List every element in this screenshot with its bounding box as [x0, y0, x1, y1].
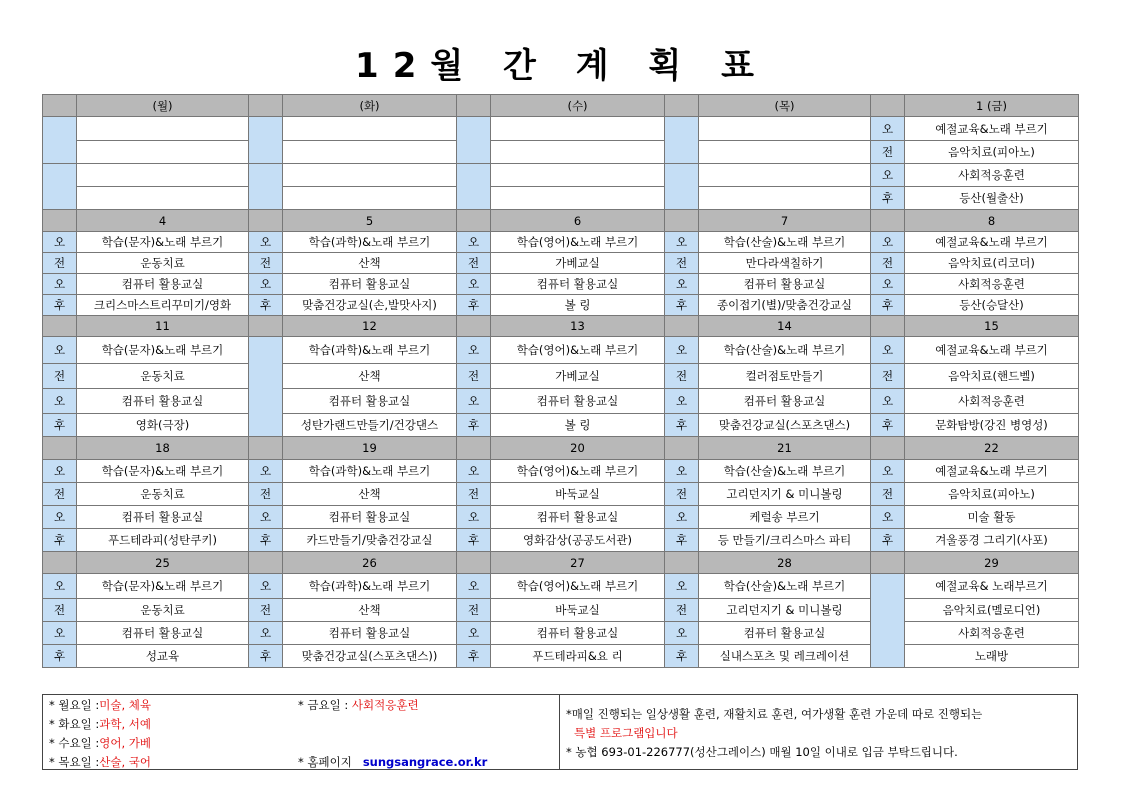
time-label: 오 [871, 232, 905, 253]
time-label: 후 [43, 645, 77, 668]
activity-cell: 학습(과학)&노래 부르기 [283, 232, 457, 253]
time-label: 오 [43, 460, 77, 483]
empty-cell [283, 141, 457, 164]
time-label: 오 [871, 337, 905, 364]
date-header: 12 [283, 316, 457, 337]
activity-cell: 예절교육&노래 부르기 [905, 232, 1079, 253]
activity-cell: 예절교육&노래 부르기 [905, 337, 1079, 364]
time-label: 오 [457, 337, 491, 364]
activity-cell: 학습(산술)&노래 부르기 [699, 460, 871, 483]
header-spacer [43, 95, 77, 117]
time-label: 후 [457, 414, 491, 437]
time-label: 오 [249, 574, 283, 599]
activity-cell: 음악치료(멜로디언) [905, 599, 1079, 622]
time-label: 오 [43, 622, 77, 645]
activity-cell: 컴퓨터 활용교실 [699, 274, 871, 295]
empty-cell [77, 117, 249, 141]
label-blank [871, 574, 905, 668]
activity-cell: 컴퓨터 활용교실 [491, 506, 665, 529]
activity-cell: 볼 링 [491, 295, 665, 316]
time-label: 후 [249, 645, 283, 668]
time-label: 후 [871, 187, 905, 210]
label-blank [43, 164, 77, 210]
date-spacer [249, 437, 283, 460]
empty-cell [699, 117, 871, 141]
time-label: 후 [871, 295, 905, 316]
activity-cell: 컴퓨터 활용교실 [283, 389, 457, 414]
time-label: 전 [457, 364, 491, 389]
activity-cell: 산책 [283, 483, 457, 506]
footer-notes [42, 694, 1078, 770]
activity-cell: 성탄가랜드만들기/건강댄스 [283, 414, 457, 437]
activity-cell: 컬러점토만들기 [699, 364, 871, 389]
activity-cell: 케럴송 부르기 [699, 506, 871, 529]
activity-cell: 컴퓨터 활용교실 [699, 389, 871, 414]
activity-cell: 예절교육& 노래부르기 [905, 574, 1079, 599]
activity-cell: 음악치료(피아노) [905, 483, 1079, 506]
time-label: 오 [665, 274, 699, 295]
date-spacer [457, 210, 491, 232]
activity-cell: 컴퓨터 활용교실 [283, 622, 457, 645]
time-label: 오 [43, 232, 77, 253]
label-blank [249, 117, 283, 164]
activity-cell: 컴퓨터 활용교실 [491, 622, 665, 645]
time-label: 후 [457, 295, 491, 316]
time-label: 전 [457, 253, 491, 274]
time-label: 전 [665, 483, 699, 506]
time-label: 후 [457, 645, 491, 668]
time-label: 오 [249, 506, 283, 529]
homepage-link[interactable]: sungsangrace.or.kr [362, 755, 488, 769]
time-label: 오 [665, 460, 699, 483]
time-label: 전 [457, 599, 491, 622]
footer-note-1: *매일 진행되는 일상생활 훈련, 재활치료 훈련, 여가생활 훈련 가운데 따로 진행되는 [566, 707, 983, 721]
label-blank [43, 117, 77, 164]
activity-cell: 등 만들기/크리스마스 파티 [699, 529, 871, 552]
date-spacer [43, 210, 77, 232]
time-label: 전 [249, 483, 283, 506]
activity-cell: 등산(월출산) [905, 187, 1079, 210]
date-header: 19 [283, 437, 457, 460]
activity-cell: 맞춤건강교실(손,발맛사지) [283, 295, 457, 316]
empty-cell [283, 187, 457, 210]
weekday-header: (목) [699, 95, 871, 117]
time-label: 전 [43, 253, 77, 274]
weekday-header: 1 (금) [905, 95, 1079, 117]
empty-cell [77, 187, 249, 210]
activity-cell: 고리던지기 & 미니볼링 [699, 483, 871, 506]
activity-cell: 학습(영어)&노래 부르기 [491, 460, 665, 483]
date-spacer [249, 552, 283, 574]
activity-cell: 사회적응훈련 [905, 389, 1079, 414]
time-label: 전 [457, 483, 491, 506]
time-label: 오 [457, 460, 491, 483]
label-blank [665, 164, 699, 210]
activity-cell: 컴퓨터 활용교실 [283, 274, 457, 295]
activity-cell: 맞춤건강교실(스포츠댄스) [699, 414, 871, 437]
time-label: 오 [665, 232, 699, 253]
date-header: 8 [905, 210, 1079, 232]
time-label: 오 [43, 389, 77, 414]
activity-cell: 종이접기(별)/맞춤건강교실 [699, 295, 871, 316]
time-label: 전 [43, 364, 77, 389]
activity-cell: 음악치료(리코더) [905, 253, 1079, 274]
activity-cell: 학습(문자)&노래 부르기 [77, 232, 249, 253]
date-header: 4 [77, 210, 249, 232]
time-label: 후 [457, 529, 491, 552]
time-label: 오 [665, 506, 699, 529]
date-spacer [871, 316, 905, 337]
time-label: 전 [665, 599, 699, 622]
activity-cell: 등산(승달산) [905, 295, 1079, 316]
activity-cell: 가베교실 [491, 364, 665, 389]
footer-thursday: * 목요일 :산술, 국어 [49, 755, 152, 769]
date-spacer [457, 437, 491, 460]
footer-monday: * 월요일 :미술, 체육 [49, 698, 152, 712]
time-label: 전 [871, 253, 905, 274]
weekday-header: (화) [283, 95, 457, 117]
time-label: 오 [249, 460, 283, 483]
footer-homepage: * 홈페이지 sungsangrace.or.kr [298, 755, 488, 769]
time-label: 오 [249, 622, 283, 645]
time-label: 오 [871, 460, 905, 483]
time-label: 오 [43, 274, 77, 295]
time-label: 오 [665, 337, 699, 364]
date-header: 11 [77, 316, 249, 337]
time-label: 오 [457, 389, 491, 414]
footer-note-2: 특별 프로그램입니다 [574, 726, 678, 740]
date-header: 29 [905, 552, 1079, 574]
activity-cell: 음악치료(핸드벨) [905, 364, 1079, 389]
activity-cell: 학습(과학)&노래 부르기 [283, 574, 457, 599]
activity-cell: 컴퓨터 활용교실 [283, 506, 457, 529]
date-header: 26 [283, 552, 457, 574]
date-spacer [665, 316, 699, 337]
date-header: 20 [491, 437, 665, 460]
date-spacer [43, 437, 77, 460]
activity-cell: 크리스마스트리꾸미기/영화 [77, 295, 249, 316]
date-spacer [249, 210, 283, 232]
time-label: 오 [665, 574, 699, 599]
time-label: 오 [665, 389, 699, 414]
activity-cell: 맞춤건강교실(스포츠댄스)) [283, 645, 457, 668]
time-label: 오 [871, 117, 905, 141]
activity-cell: 음악치료(피아노) [905, 141, 1079, 164]
schedule-table [42, 94, 1079, 668]
empty-cell [491, 164, 665, 187]
date-header: 28 [699, 552, 871, 574]
footer-tuesday: * 화요일 :과학, 서예 [49, 717, 152, 731]
time-label: 오 [871, 389, 905, 414]
activity-cell: 학습(산술)&노래 부르기 [699, 337, 871, 364]
activity-cell: 예절교육&노래 부르기 [905, 460, 1079, 483]
empty-cell [283, 164, 457, 187]
activity-cell: 컴퓨터 활용교실 [77, 274, 249, 295]
label-blank [457, 164, 491, 210]
label-blank [249, 164, 283, 210]
time-label: 전 [43, 599, 77, 622]
empty-cell [491, 117, 665, 141]
activity-cell: 학습(영어)&노래 부르기 [491, 232, 665, 253]
time-label: 오 [457, 232, 491, 253]
footer-wednesday: * 수요일 :영어, 가베 [49, 736, 152, 750]
activity-cell: 고리던지기 & 미니볼링 [699, 599, 871, 622]
time-label: 오 [665, 622, 699, 645]
activity-cell: 예절교육&노래 부르기 [905, 117, 1079, 141]
empty-cell [283, 117, 457, 141]
date-spacer [665, 210, 699, 232]
activity-cell: 푸드테라피(성탄쿠키) [77, 529, 249, 552]
activity-cell: 겨울풍경 그리기(사포) [905, 529, 1079, 552]
time-label: 오 [457, 574, 491, 599]
header-spacer [457, 95, 491, 117]
date-header: 6 [491, 210, 665, 232]
time-label: 후 [249, 529, 283, 552]
time-label: 전 [665, 364, 699, 389]
time-label: 후 [43, 295, 77, 316]
time-label: 오 [43, 337, 77, 364]
empty-cell [491, 141, 665, 164]
activity-cell: 학습(문자)&노래 부르기 [77, 574, 249, 599]
activity-cell: 컴퓨터 활용교실 [77, 622, 249, 645]
time-label: 후 [665, 529, 699, 552]
date-header: 18 [77, 437, 249, 460]
activity-cell: 영화감상(공공도서관) [491, 529, 665, 552]
empty-cell [77, 164, 249, 187]
activity-cell: 학습(산술)&노래 부르기 [699, 232, 871, 253]
activity-cell: 카드만들기/맞춤건강교실 [283, 529, 457, 552]
activity-cell: 문화탐방(강진 병영성) [905, 414, 1079, 437]
activity-cell: 학습(산술)&노래 부르기 [699, 574, 871, 599]
time-label: 오 [249, 274, 283, 295]
activity-cell: 운동치료 [77, 364, 249, 389]
date-spacer [871, 552, 905, 574]
empty-cell [699, 164, 871, 187]
activity-cell: 가베교실 [491, 253, 665, 274]
activity-cell: 학습(문자)&노래 부르기 [77, 337, 249, 364]
activity-cell: 산책 [283, 364, 457, 389]
activity-cell: 만다라색칠하기 [699, 253, 871, 274]
date-header: 14 [699, 316, 871, 337]
time-label: 오 [43, 506, 77, 529]
activity-cell: 학습(영어)&노래 부르기 [491, 337, 665, 364]
label-blank [457, 117, 491, 164]
activity-cell: 컴퓨터 활용교실 [77, 506, 249, 529]
activity-cell: 성교육 [77, 645, 249, 668]
activity-cell: 학습(과학)&노래 부르기 [283, 337, 457, 364]
empty-cell [699, 187, 871, 210]
activity-cell: 산책 [283, 253, 457, 274]
time-label: 오 [249, 232, 283, 253]
time-label: 전 [249, 253, 283, 274]
date-header: 27 [491, 552, 665, 574]
time-label: 오 [457, 506, 491, 529]
activity-cell: 운동치료 [77, 253, 249, 274]
weekday-header: (월) [77, 95, 249, 117]
activity-cell: 학습(영어)&노래 부르기 [491, 574, 665, 599]
date-spacer [43, 552, 77, 574]
activity-cell: 바둑교실 [491, 599, 665, 622]
activity-cell: 학습(문자)&노래 부르기 [77, 460, 249, 483]
date-header: 21 [699, 437, 871, 460]
date-spacer [871, 437, 905, 460]
label-blank [249, 337, 283, 437]
time-label: 후 [665, 645, 699, 668]
date-spacer [665, 437, 699, 460]
time-label: 후 [871, 529, 905, 552]
date-header: 13 [491, 316, 665, 337]
date-spacer [871, 210, 905, 232]
page-title: 12월 간 계 획 표 [355, 46, 768, 86]
time-label: 후 [249, 295, 283, 316]
date-spacer [43, 316, 77, 337]
time-label: 전 [249, 599, 283, 622]
activity-cell: 학습(과학)&노래 부르기 [283, 460, 457, 483]
activity-cell: 컴퓨터 활용교실 [491, 389, 665, 414]
time-label: 후 [43, 414, 77, 437]
time-label: 오 [871, 164, 905, 187]
time-label: 후 [665, 414, 699, 437]
empty-cell [491, 187, 665, 210]
activity-cell: 사회적응훈련 [905, 164, 1079, 187]
activity-cell: 푸드테라피&요 리 [491, 645, 665, 668]
time-label: 전 [43, 483, 77, 506]
date-header: 7 [699, 210, 871, 232]
footer-friday: * 금요일 : 사회적응훈련 [298, 698, 419, 712]
activity-cell: 운동치료 [77, 599, 249, 622]
activity-cell: 볼 링 [491, 414, 665, 437]
time-label: 후 [665, 295, 699, 316]
activity-cell: 운동치료 [77, 483, 249, 506]
header-spacer [249, 95, 283, 117]
date-spacer [457, 552, 491, 574]
activity-cell: 미술 활동 [905, 506, 1079, 529]
activity-cell: 영화(극장) [77, 414, 249, 437]
time-label: 전 [871, 141, 905, 164]
empty-cell [77, 141, 249, 164]
time-label: 오 [871, 274, 905, 295]
activity-cell: 산책 [283, 599, 457, 622]
header-spacer [871, 95, 905, 117]
date-header: 15 [905, 316, 1079, 337]
footer-divider [559, 695, 560, 769]
activity-cell: 컴퓨터 활용교실 [77, 389, 249, 414]
time-label: 오 [871, 506, 905, 529]
empty-cell [699, 141, 871, 164]
weekday-header: (수) [491, 95, 665, 117]
date-spacer [665, 552, 699, 574]
date-header: 5 [283, 210, 457, 232]
activity-cell: 노래방 [905, 645, 1079, 668]
time-label: 오 [457, 622, 491, 645]
label-blank [665, 117, 699, 164]
activity-cell: 실내스포츠 및 레크레이션 [699, 645, 871, 668]
footer-note-3: * 농협 693-01-226777(성산그레이스) 매월 10일 이내로 입금 부탁드립니다. [566, 745, 958, 759]
time-label: 전 [665, 253, 699, 274]
date-header: 22 [905, 437, 1079, 460]
activity-cell: 바둑교실 [491, 483, 665, 506]
activity-cell: 사회적응훈련 [905, 622, 1079, 645]
date-header: 25 [77, 552, 249, 574]
date-spacer [249, 316, 283, 337]
time-label: 전 [871, 364, 905, 389]
date-spacer [457, 316, 491, 337]
time-label: 후 [871, 414, 905, 437]
time-label: 오 [43, 574, 77, 599]
time-label: 전 [871, 483, 905, 506]
header-spacer [665, 95, 699, 117]
activity-cell: 컴퓨터 활용교실 [699, 622, 871, 645]
activity-cell: 사회적응훈련 [905, 274, 1079, 295]
activity-cell: 컴퓨터 활용교실 [491, 274, 665, 295]
time-label: 오 [457, 274, 491, 295]
time-label: 후 [43, 529, 77, 552]
